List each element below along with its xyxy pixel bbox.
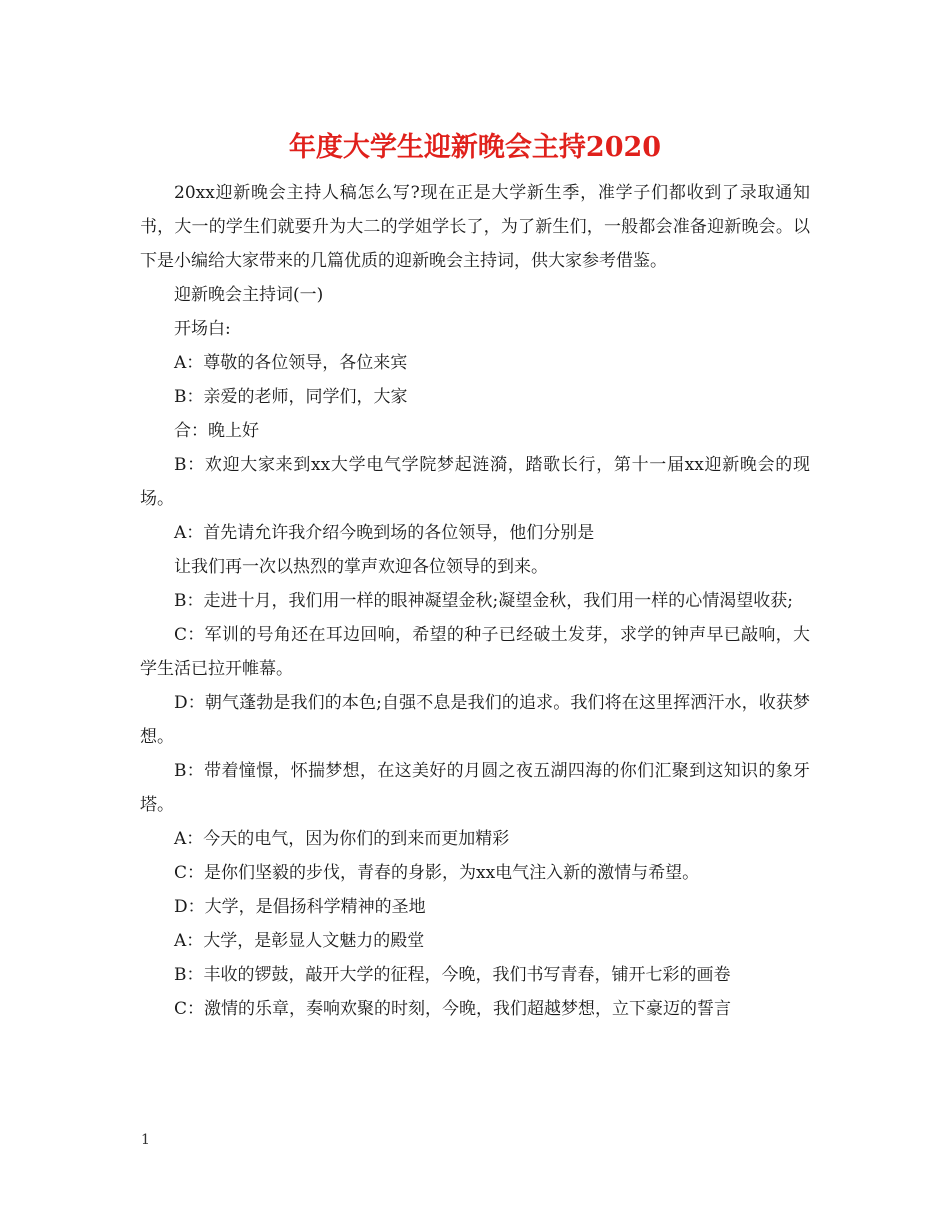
page-title: 年度大学生迎新晚会主持2020 xyxy=(288,132,662,163)
paragraph-line: A：首先请允许我介绍今晚到场的各位领导，他们分别是 xyxy=(174,523,595,543)
paragraph-line: 合：晚上好 xyxy=(174,421,259,441)
paragraph-section-heading: 迎新晚会主持词(一) xyxy=(174,285,324,305)
paragraph-opening-label: 开场白: xyxy=(174,319,231,339)
paragraph-line: A：大学，是彰显人文魅力的殿堂 xyxy=(174,931,425,951)
paragraph-line: A：尊敬的各位领导，各位来宾 xyxy=(174,353,408,373)
paragraph-line: C：是你们坚毅的步伐，青春的身影，为xx电气注入新的激情与希望。 xyxy=(174,863,700,883)
paragraph-line: B：走进十月，我们用一样的眼神凝望金秋;凝望金秋，我们用一样的心情渴望收获; xyxy=(174,591,793,611)
paragraph-line: B：丰收的锣鼓，敲开大学的征程，今晚，我们书写青春，铺开七彩的画卷 xyxy=(174,965,731,985)
paragraph-line: D：大学，是倡扬科学精神的圣地 xyxy=(174,897,426,917)
paragraph-line: A：今天的电气，因为你们的到来而更加精彩 xyxy=(174,829,510,849)
paragraph-line: B：带着憧憬，怀揣梦想，在这美好的月圆之夜五湖四海的你们汇聚到这知识的象牙塔。 xyxy=(140,761,810,815)
paragraph-intro: 20xx迎新晚会主持人稿怎么写?现在正是大学新生季，准学子们都收到了录取通知书，大一的学生们就要升为大二的学姐学长了，为了新生们，一般都会准备迎新晚会。以下是小编给大家带来的几篇优质的迎新晚会主持词，供大家参考借鉴。 xyxy=(140,183,810,271)
page-number: 1 xyxy=(141,1132,150,1148)
document-body xyxy=(140,176,810,1026)
paragraph-line: D：朝气蓬勃是我们的本色;自强不息是我们的追求。我们将在这里挥洒汗水，收获梦想。 xyxy=(140,693,810,747)
paragraph-line: B：亲爱的老师，同学们，大家 xyxy=(174,387,408,407)
paragraph-line: C：军训的号角还在耳边回响，希望的种子已经破土发芽，求学的钟声早已敲响，大学生活已拉开帷幕。 xyxy=(140,625,810,679)
paragraph-line: B：欢迎大家来到xx大学电气学院梦起涟漪，踏歌长行，第十一届xx迎新晚会的现场。 xyxy=(140,455,810,509)
paragraph-line: C：激情的乐章，奏响欢聚的时刻，今晚，我们超越梦想，立下豪迈的誓言 xyxy=(174,999,732,1019)
paragraph-line: 让我们再一次以热烈的掌声欢迎各位领导的到来。 xyxy=(174,557,548,577)
